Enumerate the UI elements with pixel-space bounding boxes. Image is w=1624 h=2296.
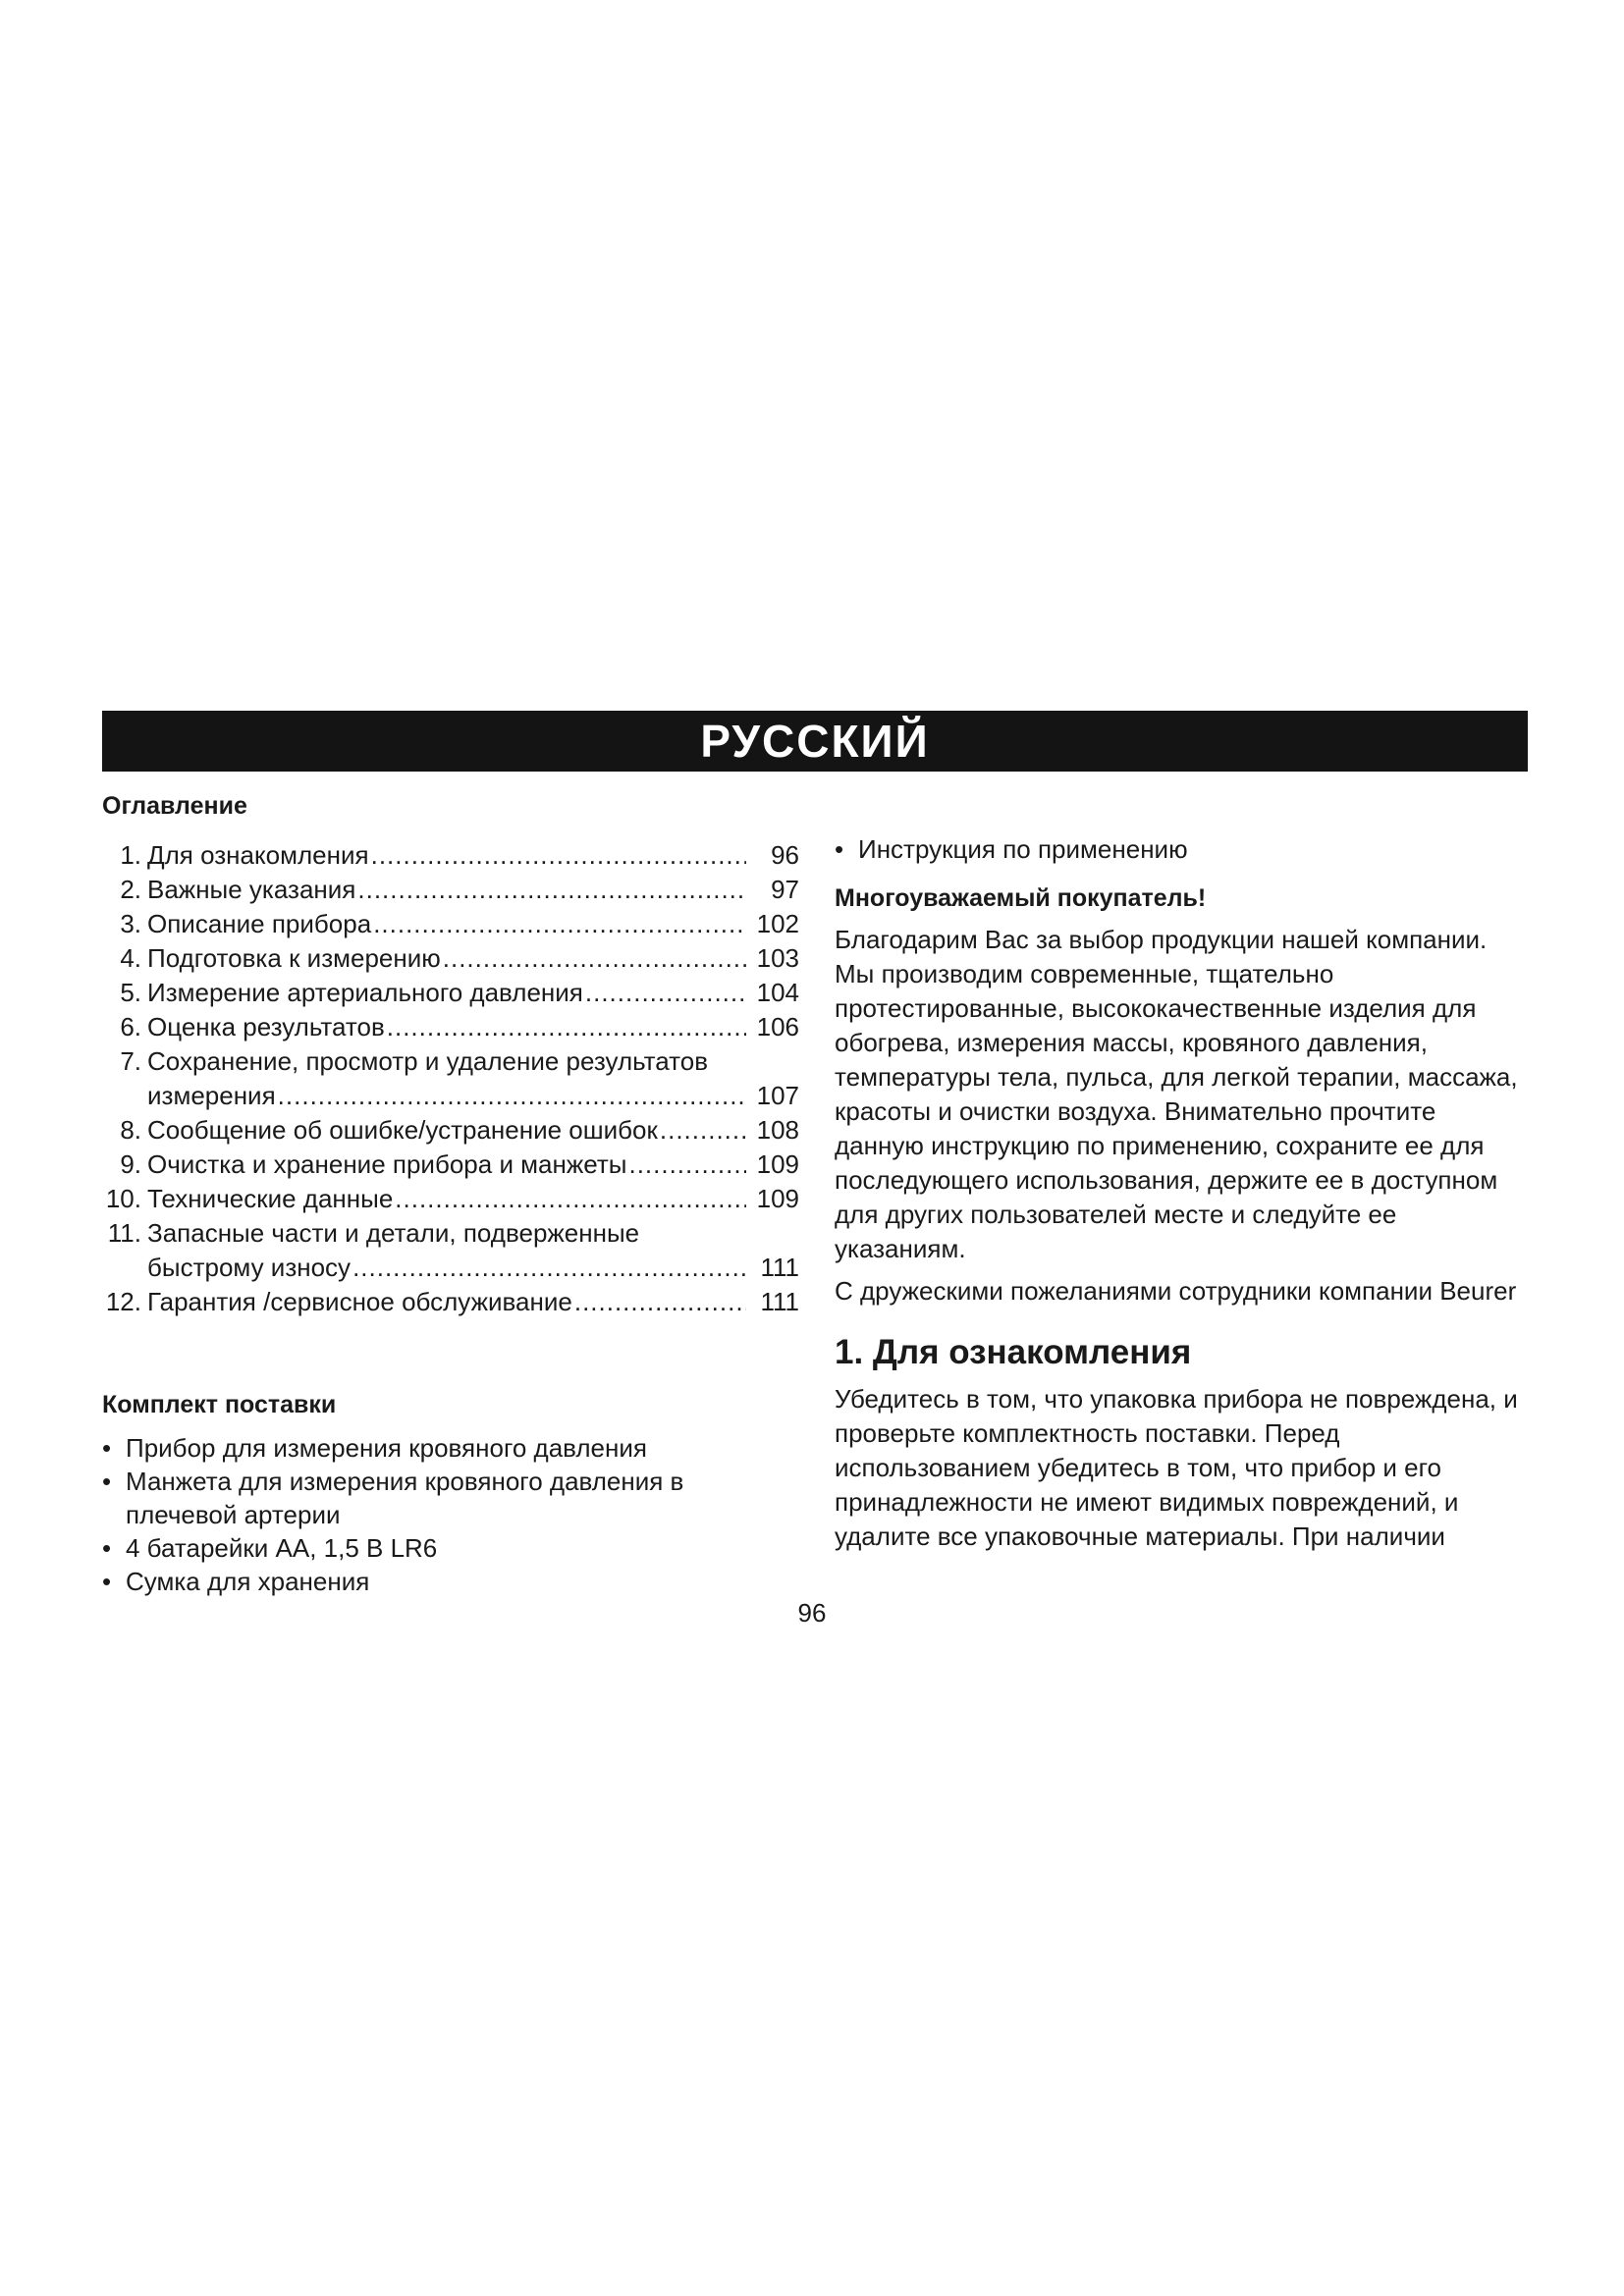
toc-entry bbox=[102, 941, 799, 976]
table-of-contents bbox=[102, 838, 799, 1319]
toc-number: 5. bbox=[120, 978, 141, 1007]
toc-title: Подготовка к измерению bbox=[147, 943, 441, 973]
toc-entry bbox=[102, 1010, 799, 1044]
toc-leader bbox=[395, 1182, 746, 1216]
toc-page-number: 108 bbox=[756, 1115, 799, 1145]
toc-leader bbox=[371, 838, 746, 873]
kit-item: • Манжета для измерения кровяного давления в плечевой артерии bbox=[102, 1465, 799, 1531]
kit-item: • Сумка для хранения bbox=[102, 1565, 799, 1598]
toc-title: Сообщение об ошибке/устранение ошибок bbox=[147, 1115, 658, 1145]
toc-page-number: 109 bbox=[756, 1184, 799, 1213]
toc-page-number: 111 bbox=[760, 1287, 799, 1316]
toc-title: Гарантия /сервисное обслуживание bbox=[147, 1287, 572, 1316]
toc-title: Для ознакомления bbox=[147, 840, 369, 870]
toc-page-number: 96 bbox=[771, 840, 799, 870]
toc-number: 12. bbox=[105, 1287, 141, 1316]
toc-number: 2. bbox=[120, 875, 141, 904]
toc-number: 3. bbox=[120, 909, 141, 938]
toc-leader bbox=[352, 1251, 746, 1285]
toc-heading: Оглавление bbox=[102, 792, 247, 820]
section-body: Убедитесь в том, что упаковка прибора не повреждена, и проверьте комплектность поставки. Перед использованием убедитесь в том, что прибор и его принадлежности не имеют видимых повреждений, и удалите все упаковочные материалы. При наличии bbox=[835, 1384, 1518, 1551]
toc-page-number: 109 bbox=[756, 1149, 799, 1179]
toc-leader bbox=[628, 1148, 746, 1182]
kit-item: • Прибор для измерения кровяного давления bbox=[102, 1431, 799, 1465]
toc-leader bbox=[443, 941, 746, 976]
toc-number: 7. bbox=[120, 1046, 141, 1076]
toc-page-number: 106 bbox=[756, 1012, 799, 1041]
toc-entry bbox=[102, 1148, 799, 1182]
kit-item: • Инструкция по применению bbox=[835, 832, 1532, 866]
toc-leader bbox=[387, 1010, 746, 1044]
toc-entry bbox=[102, 1113, 799, 1148]
toc-page-number: 104 bbox=[756, 978, 799, 1007]
toc-entry bbox=[102, 1216, 799, 1285]
toc-entry bbox=[102, 838, 799, 873]
toc-title: Оценка результатов bbox=[147, 1012, 385, 1041]
toc-title: Запасные части и детали, подверженные bbox=[147, 1218, 640, 1248]
toc-title: Важные указания bbox=[147, 875, 356, 904]
toc-number: 4. bbox=[120, 943, 141, 973]
toc-page-number: 107 bbox=[756, 1081, 799, 1110]
kit-list bbox=[102, 1431, 799, 1598]
toc-entry bbox=[102, 976, 799, 1010]
section-title: 1. Для ознакомления bbox=[835, 1333, 1192, 1371]
toc-number: 8. bbox=[120, 1115, 141, 1145]
toc-number: 6. bbox=[120, 1012, 141, 1041]
letter-signature: С дружескими пожеланиями сотрудники компании Beurer bbox=[835, 1276, 1517, 1306]
toc-number: 9. bbox=[120, 1149, 141, 1179]
letter-greeting: Многоуважаемый покупатель! bbox=[835, 884, 1207, 912]
toc-title: Сохранение, просмотр и удаление результатов bbox=[147, 1046, 709, 1076]
toc-leader bbox=[278, 1079, 746, 1113]
left-column bbox=[102, 791, 799, 1598]
toc-leader bbox=[660, 1113, 746, 1148]
kit-item: • 4 батарейки АА, 1,5 В LR6 bbox=[102, 1531, 799, 1565]
toc-title: Очистка и хранение прибора и манжеты bbox=[147, 1149, 627, 1179]
toc-entry bbox=[102, 1044, 799, 1113]
toc-leader bbox=[585, 976, 746, 1010]
toc-page-number: 111 bbox=[760, 1253, 799, 1282]
language-banner bbox=[102, 711, 1528, 772]
toc-number: 10. bbox=[105, 1184, 141, 1213]
toc-title: измерения bbox=[147, 1081, 276, 1110]
toc-title: Описание прибора bbox=[147, 909, 372, 938]
toc-leader bbox=[574, 1285, 746, 1319]
toc-page-number: 97 bbox=[771, 875, 799, 904]
toc-title: Измерение артериального давления bbox=[147, 978, 583, 1007]
toc-title: Технические данные bbox=[147, 1184, 394, 1213]
toc-page-number: 102 bbox=[756, 909, 799, 938]
right-column bbox=[835, 791, 1532, 1554]
toc-number: 11. bbox=[107, 1218, 141, 1248]
kit-heading: Комплект поставки bbox=[102, 1391, 337, 1418]
toc-entry bbox=[102, 873, 799, 907]
letter-body: Благодарим Вас за выбор продукции нашей компании. Мы производим современные, тщательно протестированные, высококачественные изделия для обогрева, измерения массы, кровяного давления, температуры тела, пульса, для легкой терапии, массажа, красоты и очистки воздуха. Внимательно прочтите данную инструкцию по применению, сохраните ее для последующего использования, держите ее в доступном для других пользователей месте и следуйте ее указаниям. bbox=[835, 925, 1518, 1263]
toc-entry bbox=[102, 907, 799, 941]
toc-title: быстрому износу bbox=[147, 1253, 352, 1282]
toc-entry bbox=[102, 1285, 799, 1319]
toc-leader bbox=[373, 907, 746, 941]
toc-number: 1. bbox=[120, 840, 141, 870]
toc-leader bbox=[357, 873, 746, 907]
toc-page-number: 103 bbox=[756, 943, 799, 973]
toc-entry bbox=[102, 1182, 799, 1216]
page-number: 96 bbox=[797, 1598, 827, 1628]
banner-title: РУССКИЙ bbox=[700, 716, 930, 767]
